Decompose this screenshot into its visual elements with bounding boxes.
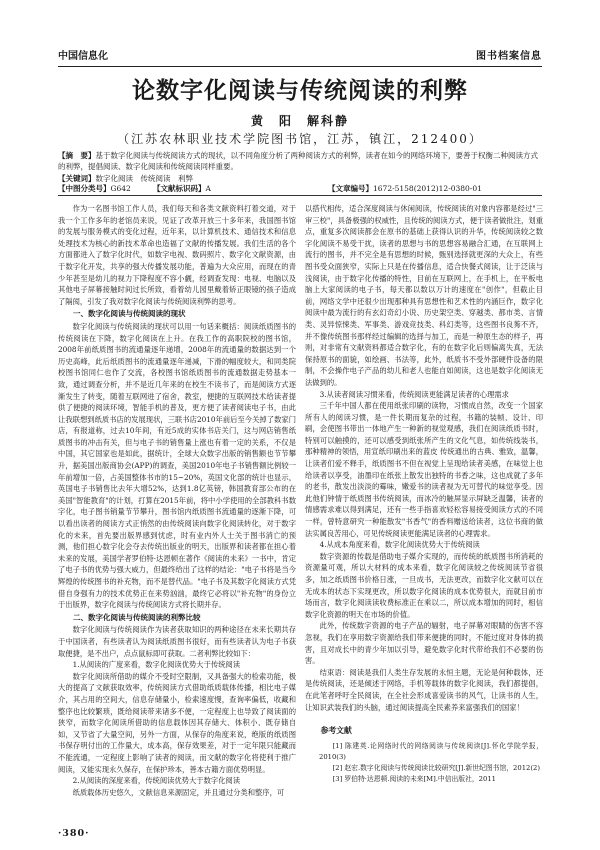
article-number (328, 183, 482, 194)
page-number: ·380· (58, 828, 90, 839)
clc-number (58, 183, 131, 194)
subsection-heading: 4.从成本角度来看，数字化阅读优势大于传统阅读 (319, 540, 480, 550)
running-header (58, 47, 542, 63)
clc-label: 【中图分类号】 (58, 184, 111, 193)
paragraph: 数字化阅读与传统阅读作为读者获取知识的两种途径在未来长期共存于中国读者，有些读者认为阅读纸质图书很好，而有些读者认为电子书获取便捷，是不出户，点点鼠标即可获取。二者利弊比较如下： (58, 625, 296, 658)
article-title: 论数字化阅读与传统阅读的利弊 (132, 77, 468, 104)
doc-value: A (205, 184, 211, 193)
body-right-column (305, 203, 543, 785)
section-heading: 二、数字化阅读与传统阅读的利弊比较 (73, 612, 201, 622)
subsection-heading: 2.从阅读的深度来看，传统阅读优势大于数字化阅读 (72, 776, 241, 786)
article-label: 【文章编号】 (328, 184, 373, 193)
paragraph: 以搭代相传，适合深度阅读与休闲阅读，传统阅读的对象内容都是经过"三审三校"，具备极强的权威性，且传统的阅读方式，便于读者做批注，划重点，重复多次阅读都会在原书的基础上获得认识的升华，传统阅读较之数字化阅读不易受干扰，读者的思想与书的思想容易融合汇通，在互联网上流行的图书，并不完全是有思想的时候，甄别选择就更深的大众上，有些图书受众面狭窄，实际上只是在传播信息，适合快餐式阅读，让于泛读与浅阅读，由于数字化传播的特性，目前在互联网上，在手机上，在平板电脑上大家阅读的电子书，每天都以数以万计的速度在"创作"，但截止目前，网络文学中还很少出现那种具有思想性和艺术性的内涵巨作，数字化阅读中最为流行的有玄幻奇幻小说、历史架空类、穿越类、都市类、言情类、灵异惊悚类、军事类、游戏竞技类、科幻类等，这些图书良莠不齐，并不像传统图书那样经过编辑的选择与加工，而是一种原生态的样子，再则，对非常有文献资料都适合数字化，有的在数字化后则偏离失真，无法保持原书的面貌，如绘画、书法等，此外，纸质书不受外部硬件设备的限制，不会操作电子产品的幼儿和老人也能自如阅读，这也是数字化阅读无法做到的。 (305, 204, 543, 387)
doc-label: 【文献标识码】 (153, 184, 206, 193)
keywords-label: 【关键词】 (58, 174, 96, 183)
references-heading: 参考文献 (320, 726, 352, 736)
article-authors: 黄 阳 解科静 (250, 114, 349, 128)
paragraph: 结束语：阅读是我们人类生存发展的永恒主题，无论是何种载体，还是传统阅读，还是倾述于网络，手机等载体的数字化阅读，我们都提倡，在此笔者呼吁全民阅读，在全社会形成喜爱读书的风气，让读书的人生，让知识武装我们的头脑，通过阅读提高全民素养来富强我们的国家！ (305, 667, 543, 712)
subsection-heading: 3.从读者阅读习惯来看，传统阅读更能满足读者的心理需求 (319, 389, 509, 399)
doc-code (153, 183, 211, 194)
abstract (58, 150, 542, 172)
article-value: 1672-5158(2012)12-0380-01 (373, 184, 482, 193)
body-left-column (58, 203, 296, 798)
reference-item: [2] 赵宏.数字化阅读与传统阅读比较研究[J].新世纪图书馆，2012(2) (332, 763, 540, 772)
section-heading: 一、数字化阅读与传统阅读的现状 (73, 309, 186, 319)
journal-name: 中国信息化 (58, 51, 108, 62)
reference-item: [3] 罗伯特·达恩顿.阅读的未来[M].中信出版社，2011 (332, 774, 496, 783)
paragraph: 数字化阅读与传统阅读的现状可以用一句话来概括：阅读纸质图书的传统阅读在下降，数字化阅读在上升。在我工作的高职院校的图书馆，2008年前纸质图书的流通量逐年递增，2008年的流通量的数据达到一个历史高峰，此后纸质图书的流通量逐年递减，下滑的幅度较大，和同类院校图书馆同仁也作了交流，各校图书馆纸质图书的流通数据走势基本一致，通过调查分析，并不是近几年来的在校生不读书了，而是阅读方式逐渐发生了转变，随着互联网进了宿舍，教室，便捷的互联网技术给读者提供了便捷的阅读环境，智能手机的普及，更方便了读者阅读电子书，由此让我联想到纸质书店的发展现状，三联书店2010年前后至今关掉了数家门店，有报道称，过去10年间，有近5成的实体书店关门，这与网店销售纸质图书的冲击有关，但与电子书的销售量上涨也有着一定的关系，不仅是中国，其它国家也是如此，据统计，全球大众数字出版的销售额也节节攀升，据美国出版商协会(APP)的调查，美国2010年电子书销售额比例较一年前增加一倍，占美国整体书市的15~20%，英国文化部的统计也显示，英国电子书销售比去年大增52%，达到1.8亿英镑，韩国教育部公布的在美国"智能教育"的计划，打算在2015年前，将中小学使用的全部教科书数字化，电子图书销量节节攀升，图书馆内纸质图书流通量的逐渐下降，可以看出读者的阅读方式正悄然的由传统阅读向数字化阅读转化，对于数字化的未来，首先要出版界感到忧虑，时有业内外人士关于图书消亡的预测，他们担心数字化会夺去传统出版业的明天，出版界和读者都在担心着未来的发展，美国学者罗伯特·达恩顿在著作《阅读的未来》一书中，肯定了电子书的优势与强大威力，但最终给出了这样的结论："电子书将是当今辉煌的传统图书的补充物，而不是替代品。"电子书及其数字化阅读方式凭借自身强有力的技术优势正在来势汹汹，最终它必将以"补充物"的身份立于出版界，数字化阅读与传统阅读方式将长期并存。 (58, 321, 296, 610)
paragraph: 数字化阅读所借助的媒介不受时空限制，又具备强大的检索功能，极大的提高了文献获取效率，传统阅读方式借助纸质载体传播，相比电子媒介，其占用的空间大，信息存储量小，检索速度慢，查询率偏低，收藏和整序也比较繁琐，既给阅读带来诸多不便，一定程度上也导致了阅读面的狭窄，而数字化阅读所借助的信息载体因其存储大、体积小、既存储自如，又节省了大量空间，另外一方面，从保存的角度来说，绝版的纸质图书保存明付出的工作量大，成本高，保存效果差，对于一定年限只能藏而不能流通，一定程度上影响了读者的阅读，而文献的数字化将使利于推广阅读，又能实现永久保存，在保护珍本，善本古籍方面优势明显。 (58, 671, 296, 774)
paragraph: 数字资源的传载是借助电子媒介实现的，而传统的纸质图书所消耗的资源量可观，所以大材料的成本来看，数字化阅读较之传统阅读节省很多，加之纸质图书价格日涨，一旦成书，无法更改，而数字化文献可以在无成本的状态下实现更改，所以数字化阅读的成本优势很大，而就目前市场而言，数字化阅读读收费标准正在乘以二，所以成本增加的同时，相信数字化资源的明天在市场的价值。 (305, 551, 543, 619)
header-rule (58, 66, 542, 67)
abstract-text: 基于数字化阅读与传统阅读方式的现状，以不同角度分析了两种阅读方式的利弊，读者在如今的网络环境下，要善于权衡二种阅读方式的利弊，提倡阅读、数字化阅读和传统阅读同样重要。 (58, 151, 538, 171)
reference-item: [1] 陈建英.论网络时代的网络阅读与传统阅读[J].怀化学院学报，2010(3) (319, 741, 543, 761)
column-name: 图书档案信息 (476, 51, 542, 62)
author-affiliation: （江苏农林职业技术学院图书馆，江苏，镇江，212400） (117, 132, 483, 146)
paragraph: 作为一名图书馆工作人员，我们每天和各类文献资料打着交道，对于我一个工作多年的老馆员来说，见证了改革开放三十多年来，我国图书馆的发展与服务模式的变化过程，近年来，以计算机技术、通信技术和信息处理技术为核心的新技术革命也造福了文献的传播发展。我们生活的各个方面都进入了数字化时代，如数字电视、数码照片、数字化文献资源，由于数字化开发，共享的强大传播发展功能，普遍为大众应用，而现在的青少年甚至是幼儿的视力下降程度不容小觑，经调查发现：电视、电脑以及其他电子屏幕接触时间过长所致，看着幼儿园里戴着矫正眼镜的孩子造成了隔阂，引发了我对数字化阅读与传统阅读利弊的思考。 (58, 204, 296, 306)
subsection-heading: 1.从阅读的广度来看，数字化阅读优势大于传统阅读 (72, 660, 241, 670)
paragraph: 此外，传统数字资源的电子产品的辐射，电子屏幕对眼睛的伤害不容忽视，我们在享用数字资源给我们带来便捷的同时，不能过度对身体的损害，且对成长中的青少年加以引导，避免数字化时代带给我们不必要的伤害。 (305, 621, 543, 666)
clc-value: G642 (110, 184, 131, 193)
classification-rule (58, 195, 542, 196)
keywords-text: 数字化阅读 传统阅读 利弊 (95, 174, 193, 183)
abstract-label: 【摘 要】 (58, 151, 96, 160)
paragraph: 三千年中国人都在使用纸张印刷的读物，习惯成自然，改变一个国家所有人的阅读习惯，是一件长期而复杂的过程，书籍的装帧、设计、印刷，会使图书带出一体地产生一种新的视觉观感，我们在阅读纸质书时，特别可以触摸的，还可以感受到纸张所产生的文化气息，如传统线装书，那种精神的领悟，用宣纸印刷出来的蓝皮 传统通出的古典、雅致，温馨，让读者们爱不释手，纸质图书不但在视觉上呈现给读者美感，在味觉上也给读者以享受，油墨印在纸张上散发出独特的书香之味，这也成就了多年的老书，散发出淡淡的霉味，嫩爱书的读者视为无可替代的味觉享受。因此他们钟情于纸质图书传统阅读，而冰冷的触屏显示屏缺乏温馨，读者的情感需求难以得到满足，还有一些手指喜欢轻松容易接受阅读方式的不同一样，曾特意研究一种能散发"书香气"的香料赠送给读者，这位书商的做法实属良苦用心，可见传统阅读更能满足读者的心理需求。 (305, 401, 543, 538)
paragraph: 纸质载体历史悠久，文献信息来源固定，并且通过分类和整序，可 (72, 787, 285, 797)
